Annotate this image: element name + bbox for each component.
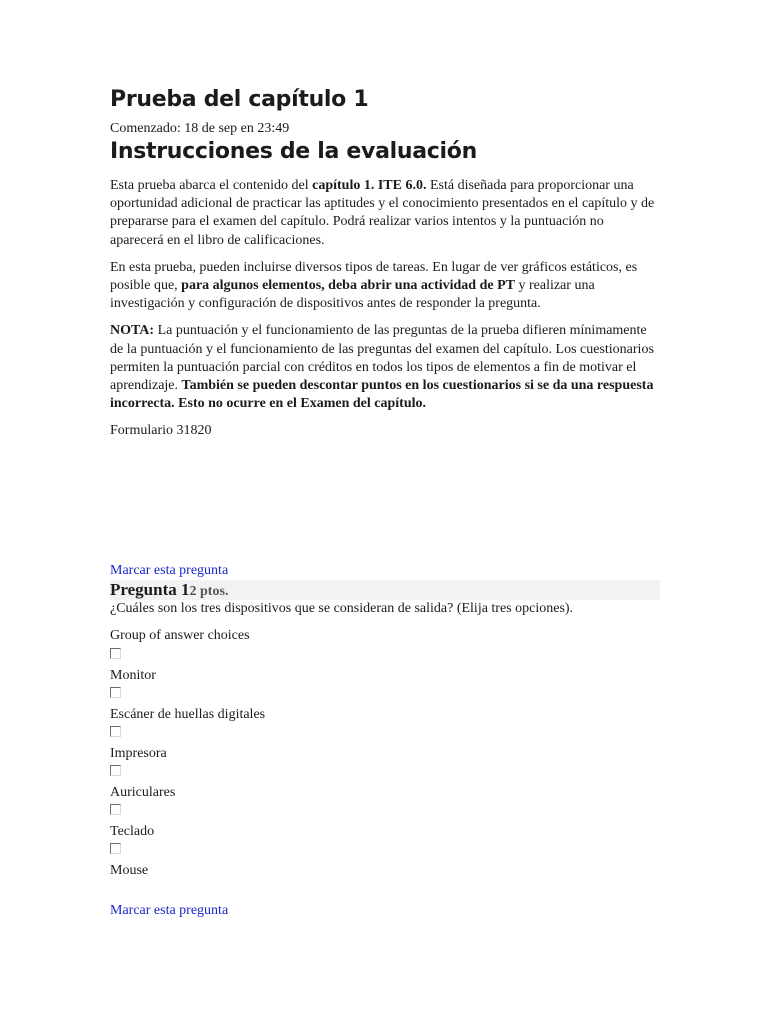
choice-keyboard[interactable] [110, 800, 410, 838]
instructions-paragraph-3 [110, 322, 660, 413]
p1-text-bold: capítulo 1. ITE 6.0. [312, 178, 427, 193]
instructions-heading: Instrucciones de la evaluación [110, 139, 477, 164]
choice-label-fingerprint-scanner: Escáner de huellas digitales [110, 707, 266, 722]
choice-label-keyboard: Teclado [110, 824, 155, 839]
p3-text-b: La puntuación y el funcionamiento de las preguntas de la prueba difieren mínimamente de la puntuación y el funcionamiento de las preguntas del examen del capítulo. Los cuestionarios permiten la puntuación parcial con créditos en todos los tipos de elementos a fin de motivar el aprendizaje. [110, 323, 654, 394]
checkbox-headphones[interactable] [110, 765, 121, 776]
page-title: Prueba del capítulo 1 [110, 87, 369, 112]
checkbox-monitor[interactable] [110, 648, 121, 659]
checkbox-fingerprint-scanner[interactable] [110, 687, 121, 698]
form-id: Formulario 31820 [110, 423, 212, 439]
started-timestamp: Comenzado: 18 de sep en 23:49 [110, 121, 290, 136]
question-1-header [110, 580, 660, 600]
choice-label-mouse: Mouse [110, 863, 149, 878]
choice-printer[interactable] [110, 722, 410, 760]
checkbox-keyboard[interactable] [110, 804, 121, 815]
checkbox-printer[interactable] [110, 726, 121, 737]
choice-label-printer: Impresora [110, 746, 167, 761]
instructions-paragraph-2 [110, 259, 660, 314]
p2-text-c: y realizar una investigación y configuración de dispositivos antes de responder la pregunta. [110, 278, 595, 312]
flag-question-1-link[interactable]: Marcar esta pregunta [110, 563, 229, 578]
question-1-points: 2 ptos. [189, 584, 229, 599]
p3-text-bold: También se pueden descontar puntos en los cuestionarios si se da una respuesta incorrecta. Esto no ocurre en el Examen del capítulo. [110, 378, 654, 412]
instructions-paragraph-1 [110, 177, 660, 250]
answer-choices-label: Group of answer choices [110, 628, 250, 643]
p2-text-bold: para algunos elementos, deba abrir una actividad de PT [181, 278, 515, 294]
p3-note-label: NOTA: [110, 323, 155, 339]
p2-text-a: En esta prueba, pueden incluirse diversos tipos de tareas. En lugar de ver gráficos estáticos, es posible que, [110, 259, 638, 294]
choice-label-headphones: Auriculares [110, 785, 176, 800]
p1-text-a: Esta prueba abarca el contenido del [110, 178, 313, 193]
choice-fingerprint-scanner[interactable] [110, 683, 410, 721]
choice-mouse[interactable] [110, 839, 410, 877]
flag-question-2-link[interactable]: Marcar esta pregunta [110, 903, 229, 918]
question-1-text: ¿Cuáles son los tres dispositivos que se consideran de salida? (Elija tres opciones). [110, 601, 574, 616]
choice-monitor[interactable] [110, 644, 410, 682]
checkbox-mouse[interactable] [110, 843, 121, 854]
choice-headphones[interactable] [110, 761, 410, 799]
quiz-page [110, 84, 660, 918]
p1-text-c: Está diseñada para proporcionar una oportunidad adicional de practicar las aptitudes y el conocimiento presentados en el capítulo y de prepararse para el examen del capítulo. Podrá realizar varios intentos y la puntuación no aparecerá en el libro de calificaciones. [110, 178, 655, 248]
question-1-title: Pregunta 1 [110, 580, 190, 599]
choice-label-monitor: Monitor [110, 668, 156, 683]
